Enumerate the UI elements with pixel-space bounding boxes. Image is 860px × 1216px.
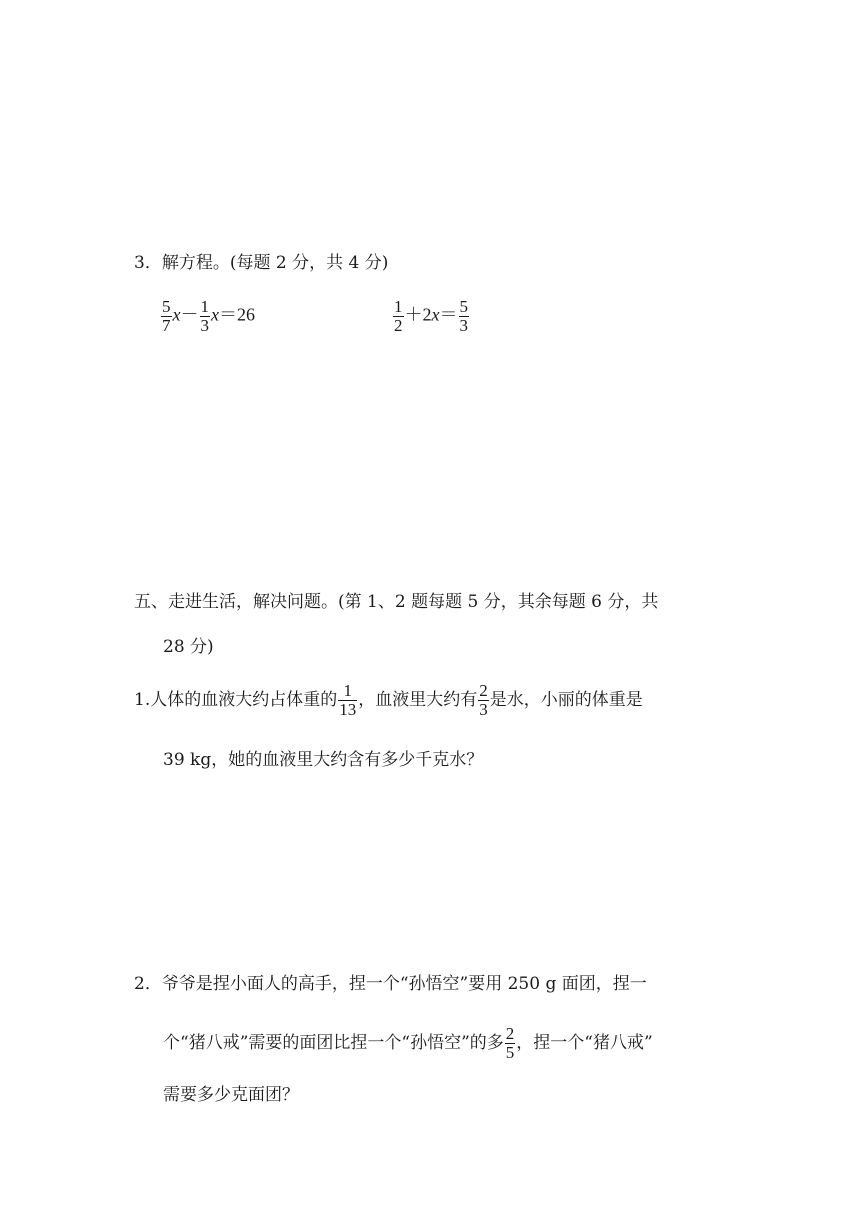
question-1-line-1: 1.人体的血液大约占体重的 $\frac{1}{13}$ ，血液里大约有 $\frac{2}{3}$ 是水，小丽的体重是 [134, 681, 643, 719]
fraction-1-3: $\frac{1}{3}$ [200, 297, 209, 335]
equation-1: $\frac{5}{7}$ x－ $\frac{1}{3}$ x＝26 [162, 297, 255, 335]
section-5-heading: 五、走进生活，解决问题。(第 1、2 题每题 5 分，其余每题 6 分，共 [134, 592, 659, 612]
question-2-line-3: 需要多少克面团？ [163, 1085, 299, 1105]
fraction-1-2: $\frac{1}{2}$ [394, 297, 403, 335]
question-1-line-2: 39 kg，她的血液里大约含有多少千克水？ [163, 750, 484, 770]
question-2-line-1: 2．爷爷是捏小面人的高手，捏一个“孙悟空”要用 250 g 面团，捏一 [134, 974, 647, 994]
fraction-5-7: $\frac{5}{7}$ [162, 297, 171, 335]
fraction-2-3: $\frac{2}{3}$ [479, 681, 488, 719]
fraction-5-3: $\frac{5}{3}$ [459, 297, 468, 335]
section-3-heading: 3．解方程。(每题 2 分，共 4 分) [134, 253, 389, 273]
fraction-1-13: $\frac{1}{13}$ [339, 681, 357, 719]
section-5-heading-cont: 28 分) [163, 637, 214, 657]
fraction-2-5: $\frac{2}{5}$ [505, 1024, 515, 1062]
equation-2: $\frac{1}{2}$ ＋2x＝ $\frac{5}{3}$ [394, 297, 468, 335]
question-2-line-2: 个“猪八戒”需要的面团比捏一个“孙悟空”的多 $\frac{2}{5}$ ，捏一个“猪八戒” [163, 1024, 653, 1062]
